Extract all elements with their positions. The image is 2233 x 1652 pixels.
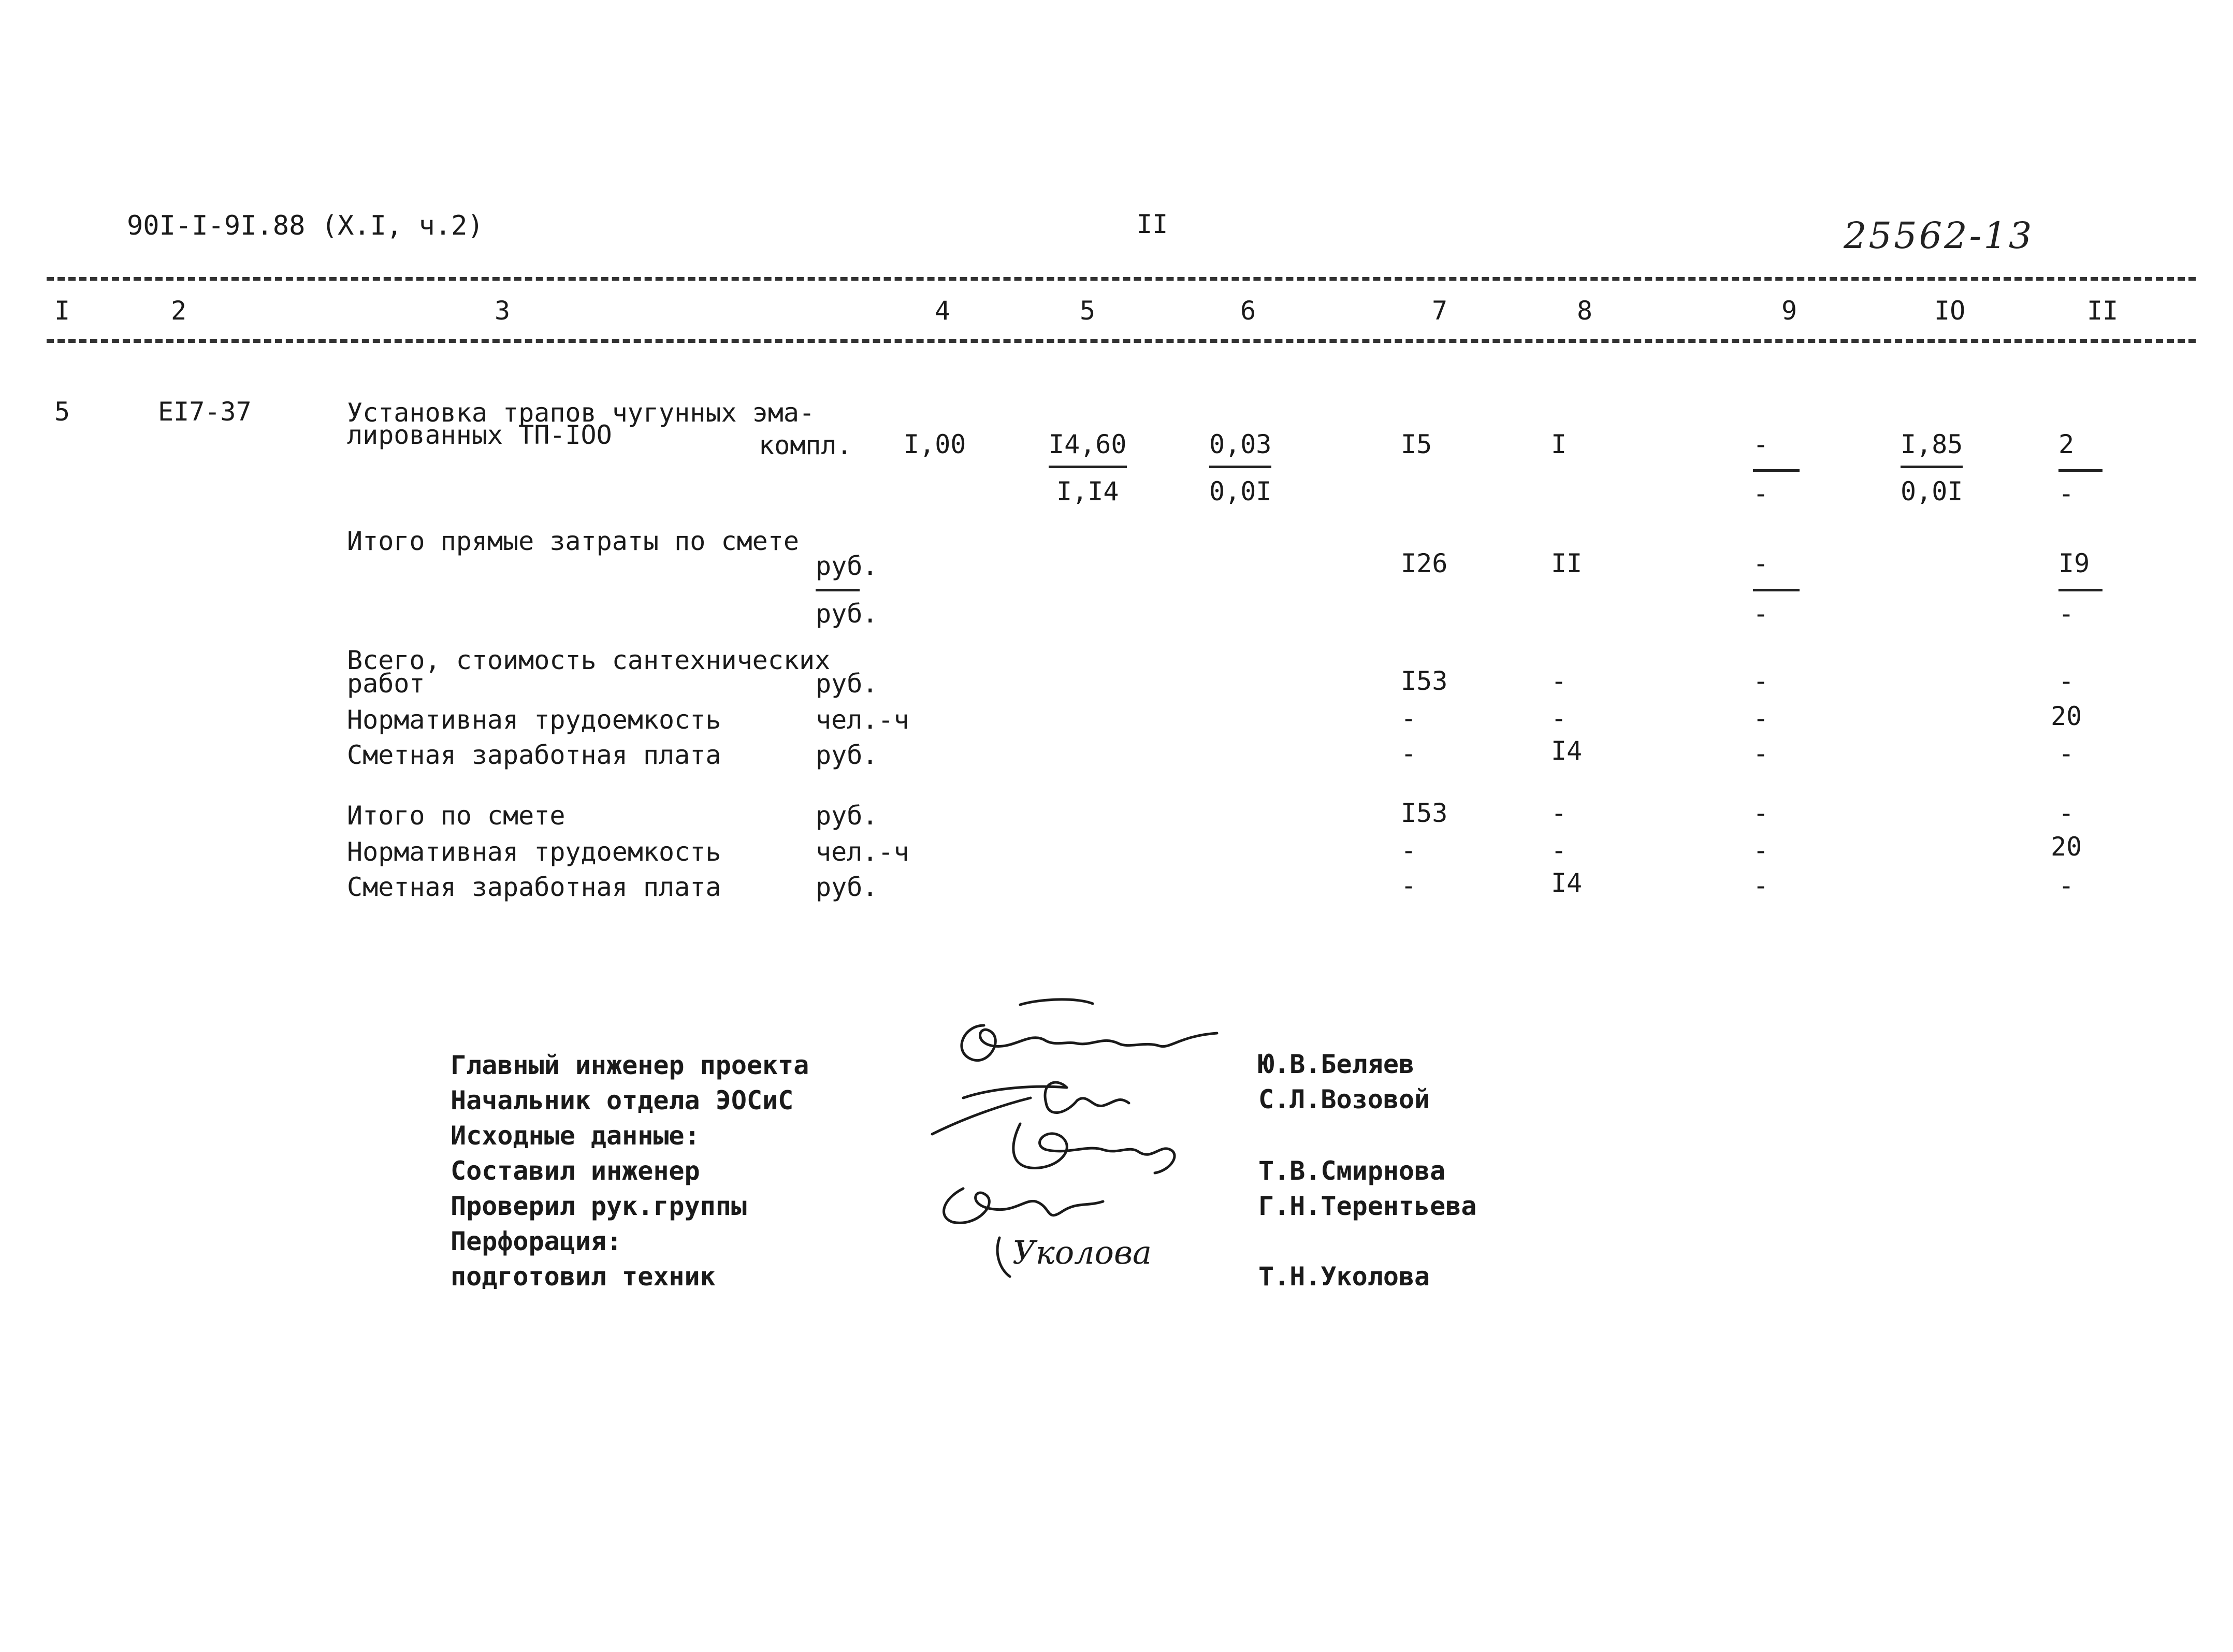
summary-col8: -	[1551, 798, 1567, 828]
summary-col7: -	[1401, 835, 1417, 865]
col6-top: 0,03	[1209, 429, 1272, 459]
column-header-5: 5	[1080, 296, 1096, 326]
signature-underline	[932, 1098, 1031, 1134]
column-header-4: 4	[935, 296, 951, 326]
direct-costs-label: Итого прямые затраты по смете	[347, 526, 799, 556]
summary-col11: -	[2058, 798, 2075, 828]
summary-col11: 20	[2051, 701, 2082, 731]
col9-top: -	[1753, 429, 1769, 459]
col5-bottom: I,I4	[1056, 476, 1119, 506]
col6-bar	[1209, 466, 1271, 468]
signature-smirnova	[1013, 1124, 1174, 1173]
direct-costs-unit-bottom: руб.	[816, 599, 878, 629]
name-ukolova: Т.Н.Уколова	[1258, 1262, 1430, 1292]
name-smirnova: Т.В.Смирнова	[1258, 1156, 1446, 1186]
col6-bottom: 0,0I	[1209, 476, 1272, 506]
signature-ukolova-stroke	[997, 1238, 1010, 1277]
summary-label-line1: Всего, стоимость сантехнических	[347, 645, 831, 675]
direct-costs-unit-bar	[816, 589, 860, 591]
summary-label-line2: работ	[347, 669, 425, 699]
summary-col9: -	[1753, 835, 1769, 865]
role-source-data: Исходные данные:	[451, 1121, 700, 1151]
summary-col7: -	[1401, 871, 1417, 901]
direct-costs-col11-bar	[2058, 589, 2102, 591]
col8-value: I	[1551, 429, 1567, 459]
direct-costs-col9-bar	[1753, 589, 1800, 591]
direct-costs-unit-top: руб.	[816, 551, 878, 581]
col5-fraction	[1049, 431, 1127, 504]
summary-col9: -	[1753, 703, 1769, 733]
column-header-6: 6	[1240, 296, 1256, 326]
column-header-8: 8	[1577, 296, 1593, 326]
signature-terentieva	[944, 1189, 1103, 1223]
summary-col9: -	[1753, 798, 1769, 828]
summary-unit: руб.	[816, 801, 878, 831]
row-code: EI7-37	[158, 397, 252, 427]
signature-vozovoy	[963, 1082, 1129, 1113]
name-vozovoy: С.Л.Возовой	[1258, 1084, 1430, 1114]
role-compiled-by: Составил инженер	[451, 1156, 700, 1186]
column-header-11: II	[2087, 296, 2119, 326]
direct-costs-col9-top: -	[1753, 548, 1769, 578]
row-unit: компл.	[759, 430, 852, 460]
column-header-1: I	[54, 296, 70, 326]
col11-top: 2	[2058, 429, 2075, 459]
summary-col8: -	[1551, 703, 1567, 733]
row-description-line2: лированных ТП-IOO	[347, 420, 612, 450]
col9-bar	[1753, 469, 1800, 472]
signature-ukolova-text: Уколова	[1012, 1234, 1152, 1271]
col11-bar	[2058, 469, 2102, 472]
summary-col9: -	[1753, 738, 1769, 769]
summary-unit: чел.-ч	[816, 705, 909, 735]
direct-costs-col11-top: I9	[2058, 548, 2090, 578]
column-header-7: 7	[1432, 296, 1448, 326]
header-divider	[47, 339, 2196, 343]
signatures-handwritten	[922, 994, 1232, 1295]
col10-bottom: 0,0I	[1901, 476, 1963, 506]
summary-col9: -	[1753, 666, 1769, 696]
direct-costs-col8: II	[1551, 548, 1583, 578]
name-beliaev: Ю.В.Беляев	[1258, 1049, 1415, 1079]
summary-col8: I4	[1551, 868, 1583, 898]
summary-col7: -	[1401, 703, 1417, 733]
summary-col8: I4	[1551, 736, 1583, 766]
summary-label: Нормативная трудоемкость	[347, 705, 721, 735]
col9-bottom: -	[1753, 479, 1769, 509]
summary-unit: руб.	[816, 669, 878, 699]
col10-fraction	[1901, 431, 1963, 504]
row-description-line1: Установка трапов чугунных эма-	[347, 398, 815, 428]
column-header-10: IO	[1934, 296, 1966, 326]
summary-unit: руб.	[816, 740, 878, 770]
direct-costs-col9-bottom: -	[1753, 599, 1769, 629]
summary-label: Нормативная трудоемкость	[347, 837, 721, 867]
summary-col11: -	[2058, 738, 2075, 769]
role-perforation: Перфорация:	[451, 1226, 622, 1256]
col6-fraction	[1209, 431, 1271, 504]
row-quantity: I,00	[904, 429, 966, 459]
summary-col8: -	[1551, 666, 1567, 696]
top-divider	[47, 277, 2196, 281]
document-number: 25562-13	[1844, 214, 2034, 257]
summary-col11: -	[2058, 871, 2075, 901]
summary-unit: чел.-ч	[816, 837, 909, 867]
summary-col11: -	[2058, 666, 2075, 696]
summary-label: Итого по смете	[347, 801, 566, 831]
summary-col9: -	[1753, 871, 1769, 901]
col5-bar	[1049, 466, 1127, 468]
direct-costs-col7: I26	[1401, 548, 1448, 578]
col10-top: I,85	[1901, 429, 1963, 459]
name-terentieva: Г.Н.Терентьева	[1258, 1191, 1477, 1221]
document-code: 90I-I-9I.88 (X.I, ч.2)	[127, 210, 484, 241]
col7-value: I5	[1401, 429, 1432, 459]
page-number: II	[1137, 209, 1168, 239]
role-checked-by: Проверил рук.группы	[451, 1191, 747, 1221]
summary-label: Сметная заработная плата	[347, 872, 721, 902]
summary-col7: I53	[1401, 666, 1448, 696]
signature-stroke	[1020, 999, 1093, 1005]
role-department-head: Начальник отдела ЭОСиС	[451, 1085, 794, 1115]
col10-bar	[1901, 466, 1963, 468]
direct-costs-col11-bottom: -	[2058, 599, 2075, 629]
summary-label: Сметная заработная плата	[347, 740, 721, 770]
summary-col11: 20	[2051, 832, 2082, 862]
role-prepared-by: подготовил техник	[451, 1262, 716, 1292]
column-header-9: 9	[1781, 296, 1797, 326]
summary-col7: -	[1401, 738, 1417, 769]
summary-col7: I53	[1401, 798, 1448, 828]
col11-bottom: -	[2058, 479, 2075, 509]
role-chief-engineer: Главный инженер проекта	[451, 1050, 809, 1080]
column-header-2: 2	[171, 296, 187, 326]
signature-beliaev	[962, 1025, 1217, 1061]
summary-unit: руб.	[816, 872, 878, 902]
column-header-3: 3	[495, 296, 511, 326]
row-number: 5	[54, 397, 70, 427]
col5-top: I4,60	[1049, 429, 1127, 459]
summary-col8: -	[1551, 835, 1567, 865]
